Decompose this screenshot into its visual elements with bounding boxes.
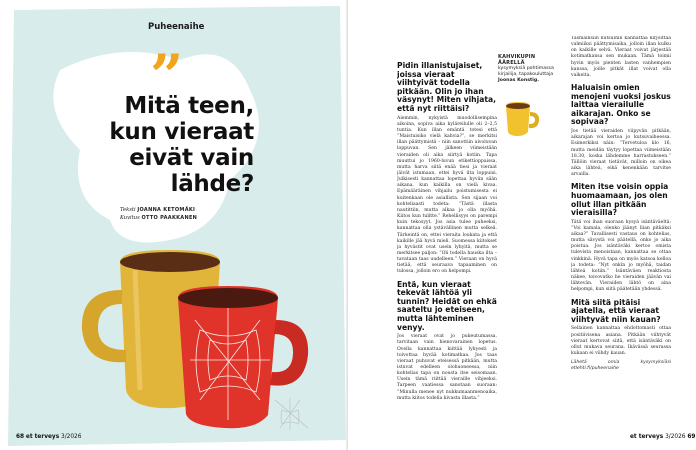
yellow-mug-icon [500,102,540,136]
article-column-1 [397,62,497,427]
article-column-2 [571,36,671,428]
left-folio [16,434,81,440]
magazine-name: et terveys [25,434,60,440]
sidebar-expert-name: Joonas Konstig. [498,78,539,83]
headline-line: kun vieraat [109,119,254,145]
sidebar-title: KAHVIKUPIN ÄÄRELLÄ [498,54,536,66]
credit-label: Kuvitus [120,215,140,221]
section-tag: Puheenaihe [148,22,205,32]
footnote: Lähetä omia kysymyksiäsi etlehti.fi/puheenaihe [571,360,671,372]
question-heading: Haluaisin omien menojeni vuoksi joskus laittaa vierailulle aikarajan. Onko se sopivaa? [571,83,671,127]
paragraph: Jos tietää vieraiden viipyvän pitkään, aikarajan voi kertoa jo kutsuvaiheessa. Esimerkiksi näin: “Tervetuloa klo 16, mutta meidän täytyy lopettaa viimeistään 18.30, koska lähdemme harrastukseen.” Tällöin vieraat tietävät, milloin on oikea aika lähteä, eikä kenenkään tarvitse arvailla. [571,129,671,178]
author-name: JOANNA KETOMÄKI [137,207,196,213]
headline-line: Mitä teen, [124,93,254,119]
headline [104,93,254,197]
credit-label: Teksti [120,207,136,213]
sidebar-body: kysymyksiä pohtimassa kirjailija, tapakouluttaja [498,66,554,77]
credits [120,206,252,222]
page-number: 68 [16,434,25,440]
paragraph: Täsmällisiin kutsuihin kannattaa kirjoittaa valmiiksi päättymisaika, jolloin illan kulku on kaikille selvä. Vieraat voivat järjestää kotimatkansa sen mukaan. Tämä toimii hyvin myös pienten lasten vanhempien kanssa, joille pitkät illat voivat olla vaikeita. [571,36,671,78]
question-heading: Miten itse voisin oppia huomaamaan, jos olen ollut illan pitkään vieraisilla? [571,182,669,218]
paragraph: Jos vieraat ovat jo pukeutumassa, tarvitaan vain hienovarainen lopetus. Ovella kannattaa kiittää lyhyesti ja toivottaa hyvää kotimatkaa. Jos taas vieraat puhuvat eteisessä pitkään, mutta istuvat edelleen olohuoneessa, niin kohtelias tapa on nousta itse seisomaan. Usein tämä riittää vieraille vihjeeksi. Tarpeen vaatiessa sanotaan suoraan: “Minulla menee nyt nukkumaanmenoaika, mutta kiitos todella kivasta illasta.” [397,334,497,401]
magazine-name: et terveys [630,434,664,440]
paragraph: Sellainen kannattaa ehdottomasti ottaa positiivisena asiana. Pitkään viihtyvät vieraat kertovat siitä, että isäntäväki on ollut mukava seurana. Ikävässä seurassa kukaan ei viihdy kauan. [571,326,671,356]
question-heading: Entä, kun vieraat tekevät lähtöä yli tunnin? Heidät on ehkä saateltu jo eteiseen, mutta lähteminen venyy. [397,279,497,332]
article-lead: Pidin illanistujaiset, joissa vieraat viihtyivät todella pitkään. Olin jo ihan väsynyt! Miten vihjata, että nyt riittäisi? [397,62,496,113]
headline-line: lähde? [170,171,254,197]
mugs-illustration [60,250,310,430]
issue-number: 3/2026 [61,434,82,440]
paragraph: Tätä voi ihan suoraan kysyä isäntäväeltä: “Voi kamala, olenko jäänyt liian pitkäksi aikaa?” Tavallisesti vastaus on kohtelias, mutta sävystä voi päätellä, onko jo aika poistua. Jos isäntäväki kertoo omista tulevista menoistaan, kannattaa se ottaa vinkkinä. Hyvä tapa on myös katsoa kelloa ja todeta: “Nyt onkin jo myöhä, taidan lähteä kotiin.” Isäntäväen reaktiosta näkee, toivovatko he vieraiden jäävän vai lähtevän. Vieraiden lähtö on aina helpompi, kun siitä päätetään yhdessä. [571,219,671,293]
headline-line: eivät vain [129,145,254,171]
right-folio [630,434,695,440]
quote-mark-icon: ” [150,42,184,110]
issue-number: 3/2026 [665,434,686,440]
page-number: 69 [687,434,696,440]
question-heading: Mitä siitä pitäisi ajatella, että vieraat viihtyvät niin kauan? [571,297,661,324]
paragraph: Aiemmin, nykyistä muodollisempina aikoina, sopiva aika kyläreilulle oli 2–2,5 tuntia. Kun illan emäntä totesi että “Maistuisiko vielä kahvia?”, se merkitsi illan päättymistä – niin sanottiin aivoluvan loppuvan. Sen jälkeen viimeistään vieraiden oli aika siirtyä kotiin. Tapa muuttui jo 1960-luvun etikettioppaissa, mutta harva siitä enää tiesi ja vieraat jäivät istumaan, ettei hyvä ilta loppuisi. Julkisesti kannattaa lopettaa hyvän sään aikana, kun kaikilla on vielä kivaa. Epämääräinen vihjailu poistumisesta ei kuitenkaan ole asiallista. Sen sijaan voi kohteliaasti todeta: “Tästä illasta nautittiin, mutta alkaa jo olla myöhä. Kiitos kun tulitte.” Rehellisyys on parempi kuin tekosyyt. Jos asia tulee puheeksi, kannattaa olla ystävällinen mutta selkeä. Tärkeintä on, ettei vieraita loukata ja että kaikille jää hyvä mieli. Suomessa kiitokset ja hyvästit ovat usein lyhyitä, mutta se merkitsee paljon: “Oli todella hauska ilta – tavataan taas uudelleen.” Vieraan on hyvä tietää, että seuraava tapaaminen on tulossa, jolloin ero on helpompi. [397,115,497,275]
illustrator-name: OTTO PAAKKANEN [141,215,198,221]
sidebar-expert [498,54,558,84]
